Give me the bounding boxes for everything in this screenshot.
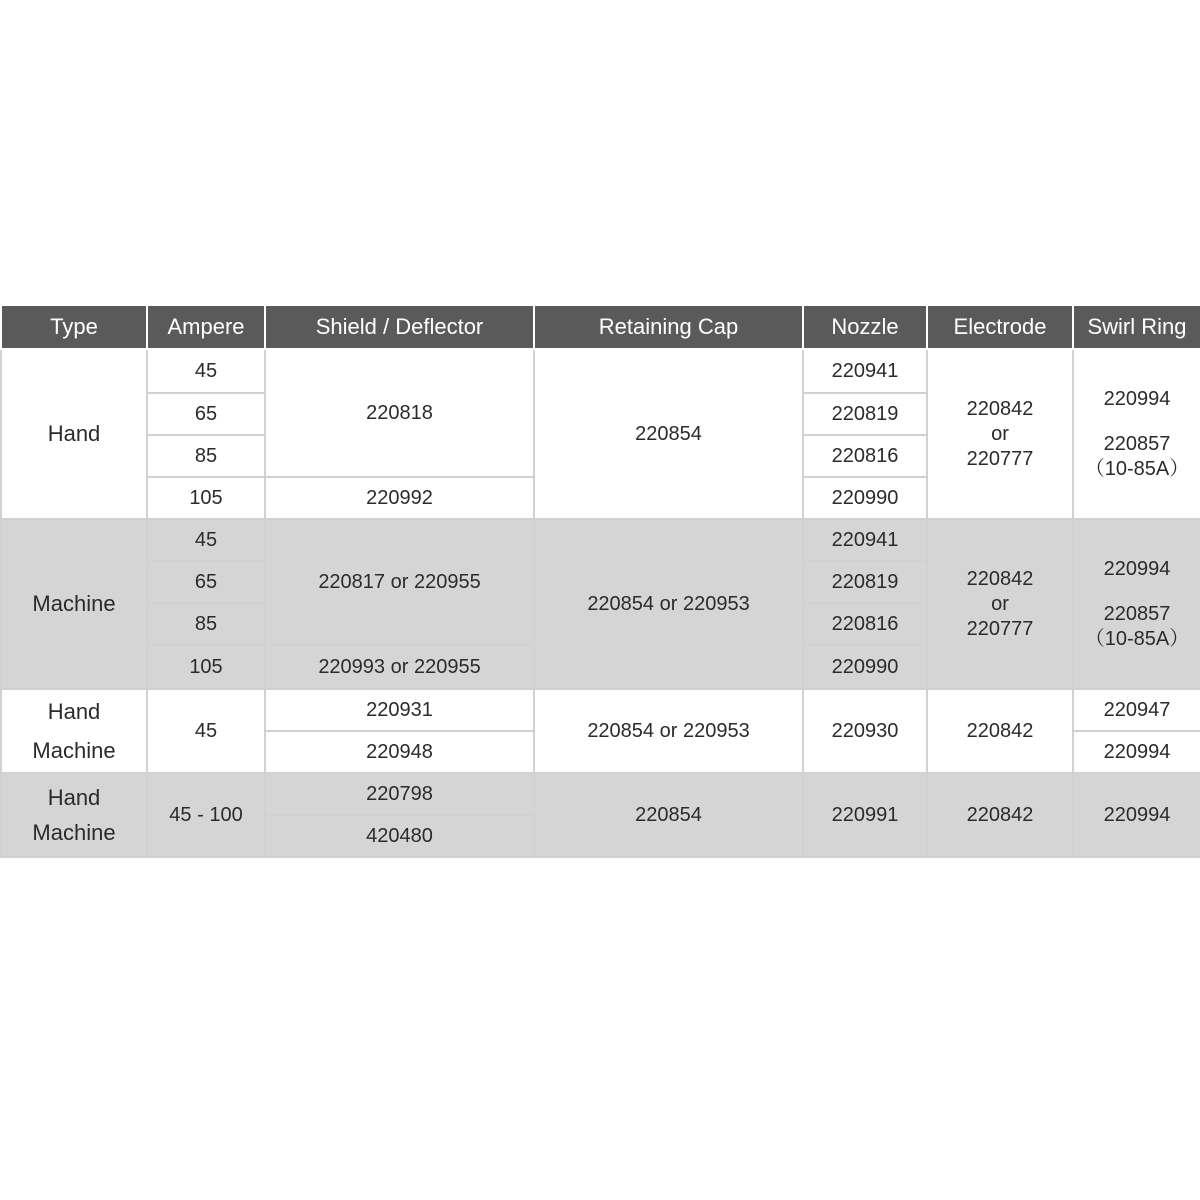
swirl-ring-cell: 220994 xyxy=(1073,773,1200,857)
electrode-option-2: 220777 xyxy=(966,617,1034,640)
swirl-ring-cell: 220947 xyxy=(1073,689,1200,731)
nozzle-cell: 220816 xyxy=(803,435,927,477)
nozzle-cell: 220990 xyxy=(803,645,927,689)
ampere-cell: 85 xyxy=(147,435,265,477)
ampere-cell: 45 xyxy=(147,689,265,773)
electrode-cell xyxy=(927,349,1073,519)
retaining-cap-cell: 220854 xyxy=(534,773,803,857)
swirl-ring-option-2: 220857 xyxy=(1103,432,1171,455)
swirl-ring-note: （10-85A） xyxy=(1084,627,1190,650)
header-electrode: Electrode xyxy=(927,305,1073,349)
ampere-cell: 85 xyxy=(147,603,265,645)
shield-cell: 220798 xyxy=(265,773,534,815)
type-hand: Hand xyxy=(47,698,101,724)
ampere-cell: 105 xyxy=(147,477,265,519)
header-swirl-ring: Swirl Ring xyxy=(1073,305,1200,349)
shield-cell: 220817 or 220955 xyxy=(265,519,534,645)
retaining-cap-cell: 220854 or 220953 xyxy=(534,519,803,689)
table-row xyxy=(1,689,1200,731)
swirl-ring-cell xyxy=(1073,349,1200,519)
nozzle-cell: 220816 xyxy=(803,603,927,645)
shield-cell: 220992 xyxy=(265,477,534,519)
consumables-table-wrapper xyxy=(0,304,1200,858)
shield-cell: 420480 xyxy=(265,815,534,857)
nozzle-cell: 220941 xyxy=(803,519,927,561)
ampere-cell: 105 xyxy=(147,645,265,689)
table-row xyxy=(1,349,1200,393)
header-nozzle: Nozzle xyxy=(803,305,927,349)
consumables-table xyxy=(0,304,1200,858)
nozzle-cell: 220941 xyxy=(803,349,927,393)
type-machine: Machine xyxy=(32,738,116,763)
electrode-or: or xyxy=(991,592,1009,615)
header-ampere: Ampere xyxy=(147,305,265,349)
swirl-ring-option-1: 220994 xyxy=(1103,387,1171,410)
table-row xyxy=(1,773,1200,815)
electrode-option-1: 220842 xyxy=(966,567,1034,590)
type-hand: Hand xyxy=(47,784,101,810)
header-row xyxy=(1,305,1200,349)
header-type: Type xyxy=(1,305,147,349)
swirl-ring-option-1: 220994 xyxy=(1103,557,1171,580)
electrode-or: or xyxy=(991,422,1009,445)
nozzle-cell: 220990 xyxy=(803,477,927,519)
shield-cell: 220993 or 220955 xyxy=(265,645,534,689)
header-retaining-cap: Retaining Cap xyxy=(534,305,803,349)
type-machine: Machine xyxy=(32,820,116,845)
retaining-cap-cell: 220854 xyxy=(534,349,803,519)
ampere-cell: 45 xyxy=(147,519,265,561)
shield-cell: 220931 xyxy=(265,689,534,731)
ampere-cell: 45 - 100 xyxy=(147,773,265,857)
table-row xyxy=(1,519,1200,561)
header-shield-deflector: Shield / Deflector xyxy=(265,305,534,349)
shield-cell: 220948 xyxy=(265,731,534,773)
swirl-ring-note: （10-85A） xyxy=(1084,457,1190,480)
swirl-ring-cell xyxy=(1073,519,1200,689)
ampere-cell: 65 xyxy=(147,561,265,603)
electrode-cell: 220842 xyxy=(927,689,1073,773)
type-cell xyxy=(1,689,147,773)
electrode-option-1: 220842 xyxy=(966,397,1034,420)
swirl-ring-cell: 220994 xyxy=(1073,731,1200,773)
swirl-ring-option-2: 220857 xyxy=(1103,602,1171,625)
nozzle-cell: 220819 xyxy=(803,561,927,603)
electrode-cell: 220842 xyxy=(927,773,1073,857)
electrode-option-2: 220777 xyxy=(966,447,1034,470)
electrode-cell xyxy=(927,519,1073,689)
type-cell: Hand xyxy=(1,349,147,519)
nozzle-cell: 220930 xyxy=(803,689,927,773)
retaining-cap-cell: 220854 or 220953 xyxy=(534,689,803,773)
nozzle-cell: 220991 xyxy=(803,773,927,857)
shield-cell: 220818 xyxy=(265,349,534,477)
nozzle-cell: 220819 xyxy=(803,393,927,435)
ampere-cell: 65 xyxy=(147,393,265,435)
ampere-cell: 45 xyxy=(147,349,265,393)
type-cell xyxy=(1,773,147,857)
type-cell: Machine xyxy=(1,519,147,689)
